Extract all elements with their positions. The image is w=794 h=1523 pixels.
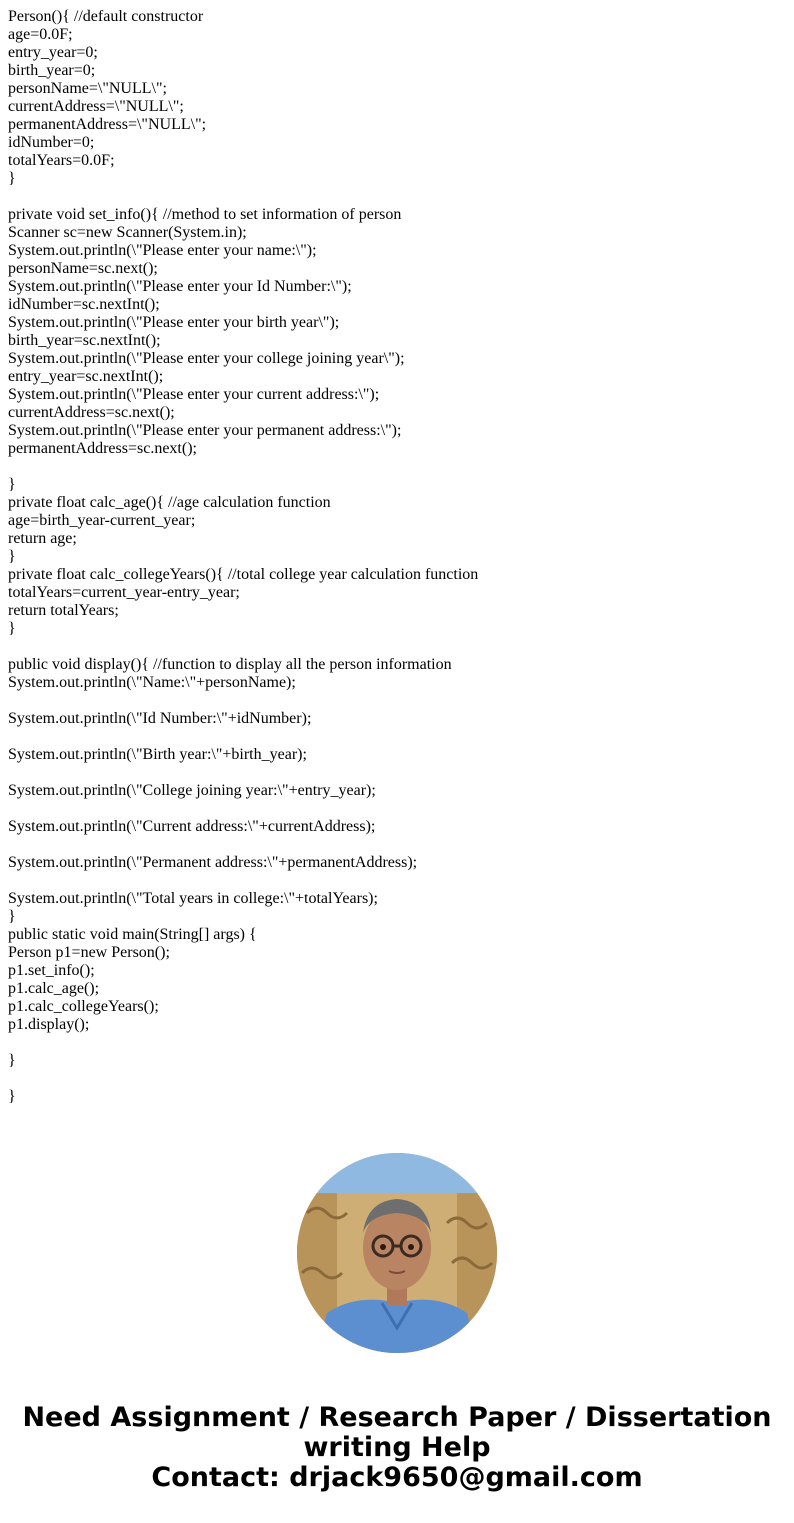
code-line: personName=sc.next();	[8, 260, 158, 277]
code-line: private void set_info(){ //method to set information of person	[8, 206, 402, 223]
code-line: Scanner sc=new Scanner(System.in);	[8, 224, 247, 241]
code-line: Person p1=new Person();	[8, 944, 170, 961]
code-line: System.out.println(\"Please enter your college joining year\");	[8, 350, 405, 367]
code-line: idNumber=sc.nextInt();	[8, 296, 160, 313]
code-line: return age;	[8, 530, 77, 547]
banner-line-1: Need Assignment / Research Paper / Dissertation	[22, 1402, 772, 1433]
author-photo-icon	[297, 1153, 497, 1353]
code-line	[8, 872, 784, 890]
code-line: public void display(){ //function to display all the person information	[8, 656, 452, 673]
code-line	[8, 728, 784, 746]
code-line: System.out.println(\"Please enter your Id Number:\");	[8, 278, 352, 295]
code-line: System.out.println(\"Birth year:\"+birth_year);	[8, 746, 307, 763]
code-line: p1.display();	[8, 1016, 90, 1033]
code-line: totalYears=0.0F;	[8, 152, 115, 169]
code-line: Person(){ //default constructor	[8, 8, 204, 25]
code-line: age=birth_year-current_year;	[8, 512, 196, 529]
code-line: }	[8, 1088, 16, 1105]
code-line: System.out.println(\"Name:\"+personName);	[8, 674, 296, 691]
help-contact-banner	[0, 1403, 794, 1493]
code-line: System.out.println(\"College joining year:\"+entry_year);	[8, 782, 376, 799]
code-line: System.out.println(\"Please enter your current address:\");	[8, 386, 380, 403]
code-line: }	[8, 1052, 16, 1069]
code-line	[8, 800, 784, 818]
code-line: System.out.println(\"Please enter your birth year\");	[8, 314, 340, 331]
code-line: System.out.println(\"Please enter your permanent address:\");	[8, 422, 402, 439]
code-line: return totalYears;	[8, 602, 119, 619]
code-line: personName=\"NULL\";	[8, 80, 167, 97]
code-line: p1.calc_collegeYears();	[8, 998, 159, 1015]
code-line: birth_year=0;	[8, 62, 96, 79]
code-line: System.out.println(\"Current address:\"+currentAddress);	[8, 818, 376, 835]
code-line: entry_year=sc.nextInt();	[8, 368, 164, 385]
banner-line-2: writing Help	[303, 1432, 491, 1463]
code-line: p1.calc_age();	[8, 980, 100, 997]
code-listing	[8, 8, 784, 1106]
code-line: private float calc_age(){ //age calculation function	[8, 494, 331, 511]
code-line	[8, 188, 784, 206]
code-line: birth_year=sc.nextInt();	[8, 332, 161, 349]
code-line: permanentAddress=\"NULL\";	[8, 116, 207, 133]
code-line: }	[8, 476, 16, 493]
code-line	[8, 638, 784, 656]
code-line	[8, 1070, 784, 1088]
code-line: }	[8, 170, 16, 187]
code-line	[8, 1034, 784, 1052]
code-line	[8, 692, 784, 710]
code-line: }	[8, 620, 16, 637]
code-line: age=0.0F;	[8, 26, 73, 43]
code-line: currentAddress=\"NULL\";	[8, 98, 184, 115]
code-line: p1.set_info();	[8, 962, 95, 979]
code-line: private float calc_collegeYears(){ //total college year calculation function	[8, 566, 479, 583]
code-line: idNumber=0;	[8, 134, 95, 151]
code-line: System.out.println(\"Id Number:\"+idNumber);	[8, 710, 312, 727]
code-line: System.out.println(\"Please enter your name:\");	[8, 242, 317, 259]
contact-email: Contact: drjack9650@gmail.com	[151, 1462, 643, 1493]
code-line: totalYears=current_year-entry_year;	[8, 584, 240, 601]
code-line: }	[8, 908, 16, 925]
code-line	[8, 458, 784, 476]
code-line: public static void main(String[] args) {	[8, 926, 257, 943]
code-line: System.out.println(\"Permanent address:\"+permanentAddress);	[8, 854, 418, 871]
code-line: currentAddress=sc.next();	[8, 404, 175, 421]
code-line	[8, 836, 784, 854]
code-line: entry_year=0;	[8, 44, 98, 61]
code-line: System.out.println(\"Total years in college:\"+totalYears);	[8, 890, 378, 907]
author-avatar	[297, 1153, 497, 1353]
code-line	[8, 764, 784, 782]
code-line: permanentAddress=sc.next();	[8, 440, 197, 457]
code-line: }	[8, 548, 16, 565]
